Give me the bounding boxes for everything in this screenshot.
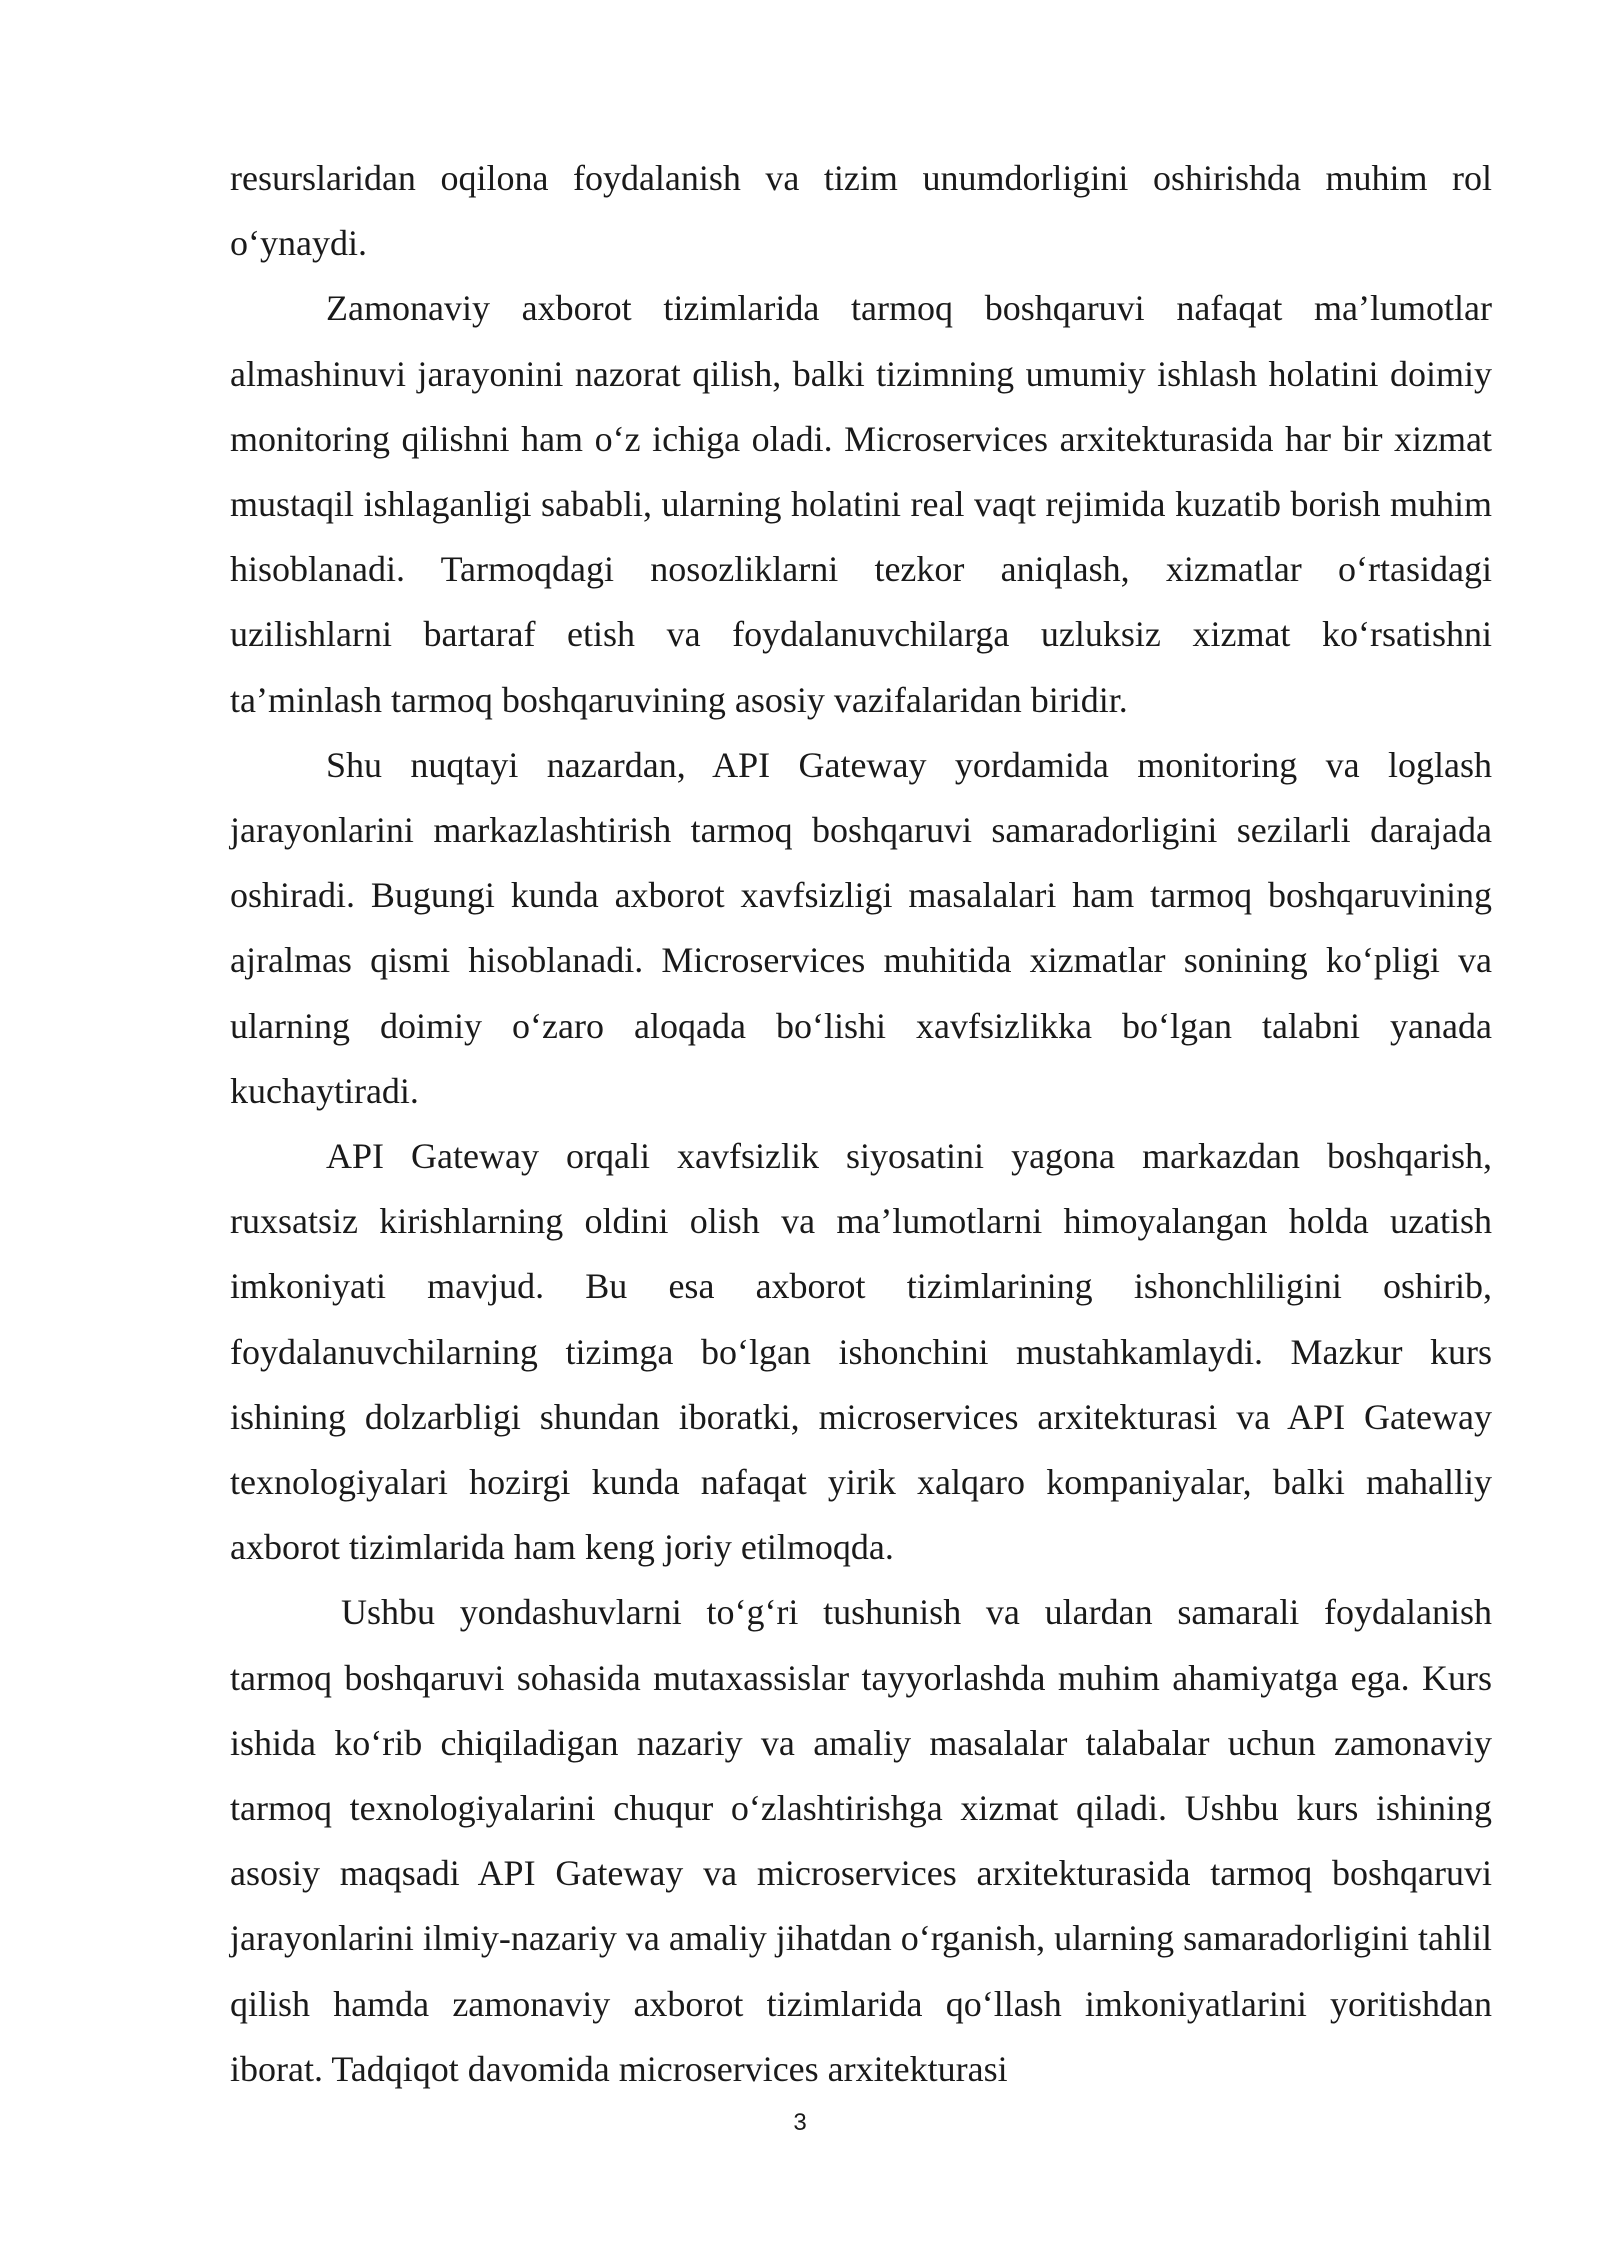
page-number: 3	[793, 2109, 807, 2136]
paragraph-security-policy: API Gateway orqali xavfsizlik siyosatini yagona markazdan boshqarish, ruxsatsiz kirishlarning oldini olish va ma’lumotlarni himoyalangan holda uzatish imkoniyati mavjud. Bu esa axborot tizimlarining ishonchliligini oshirib, foydalanuvchilarning tizimga bo‘lgan ishonchini mustahkamlaydi. Mazkur kurs ishining dolzarbligi shundan iboratki, microservices arxitekturasi va API Gateway texnologiyalari hozirgi kunda nafaqat yirik xalqaro kompaniyalar, balki mahalliy axborot tizimlarida ham keng joriy etilmoqda.	[230, 1136, 1492, 1568]
document-body	[230, 146, 1492, 2102]
paragraph-course-goal: Ushbu yondashuvlarni to‘g‘ri tushunish va ulardan samarali foydalanish tarmoq boshqaruvi sohasida mutaxassislar tayyorlashda muhim ahamiyatga ega. Kurs ishida ko‘rib chiqiladigan nazariy va amaliy masalalar talabalar uchun zamonaviy tarmoq texnologiyalarini chuqur o‘zlashtirishga xizmat qiladi. Ushbu kurs ishining asosiy maqsadi API Gateway va microservices arxitekturasida tarmoq boshqaruvi jarayonlarini ilmiy-nazariy va amaliy jihatdan o‘rganish, ularning samaradorligini tahlil qilish hamda zamonaviy axborot tizimlarida qo‘llash imkoniyatlarini yoritishdan iborat. Tadqiqot davomida microservices arxitekturasi	[230, 1592, 1492, 2089]
paragraph-monitoring-security: Shu nuqtayi nazardan, API Gateway yordamida monitoring va loglash jarayonlarini markazlashtirish tarmoq boshqaruvi samaradorligini sezilarli darajada oshiradi. Bugungi kunda axborot xavfsizligi masalalari ham tarmoq boshqaruvining ajralmas qismi hisoblanadi. Microservices muhitida xizmatlar sonining ko‘pligi va ularning doimiy o‘zaro aloqada bo‘lishi xavfsizlikka bo‘lgan talabni yanada kuchaytiradi.	[230, 744, 1492, 1111]
paragraph-network-management: Zamonaviy axborot tizimlarida tarmoq boshqaruvi nafaqat ma’lumotlar almashinuvi jarayonini nazorat qilish, balki tizimning umumiy ishlash holatini doimiy monitoring qilishni ham o‘z ichiga oladi. Microservices arxitekturasida har bir xizmat mustaqil ishlaganligi sababli, ularning holatini real vaqt rejimida kuzatib borish muhim hisoblanadi. Tarmoqdagi nosozliklarni tezkor aniqlash, xizmatlar o‘rtasidagi uzilishlarni bartaraf etish va foydalanuvchilarga uzluksiz xizmat ko‘rsatishni ta’minlash tarmoq boshqaruvining asosiy vazifalaridan biridir.	[230, 288, 1492, 720]
paragraph-continuation: resurslaridan oqilona foydalanish va tizim unumdorligini oshirishda muhim rol o‘ynaydi.	[230, 158, 1492, 264]
